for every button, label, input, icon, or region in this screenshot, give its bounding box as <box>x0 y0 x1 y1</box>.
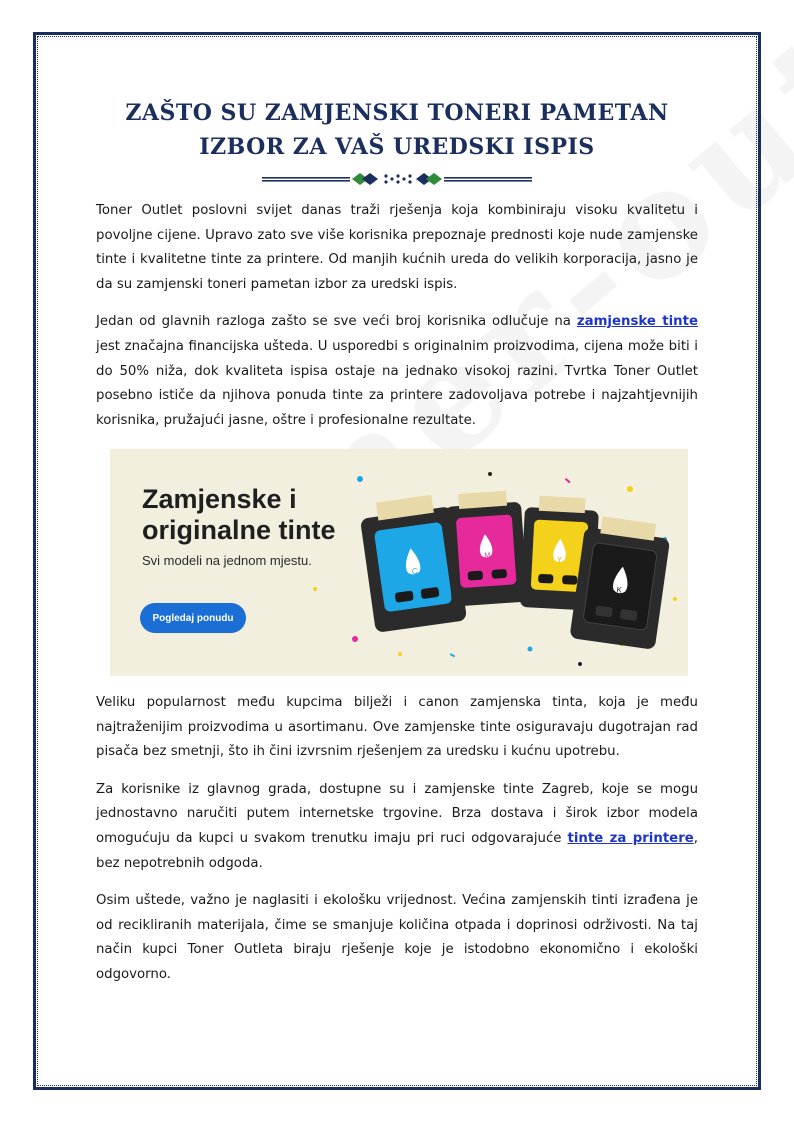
link-tinte-za-printere[interactable]: tinte za printere <box>567 830 694 846</box>
paragraph-3: Veliku popularnost među kupcima bilježi i canon zamjenska tinta, koja je među najtraženijim proizvodima u asortimanu. Ove zamjenske tinte osiguravaju dugotrajan rad pisača bez smetnji, što ih čini izvrsnim rješenjem za uredsku i kućnu upotrebu. <box>96 695 698 760</box>
paragraph-2-start: Jedan od glavnih razloga zašto se sve veći broj korisnika odlučuje na <box>96 314 577 330</box>
banner-title-line-1: Zamjenske i <box>142 484 297 514</box>
paragraph-1: Toner Outlet poslovni svijet danas traži rješenja koja kombiniraju visoku kvalitetu i povoljne cijene. Upravo zato sve više korisnika prepoznaje prednosti koje nude zamjenske tinte i kvalitetne tinte za printere. Od manjih kućnih ureda do velikih korporacija, jasno je da su zamjenski toneri pametan izbor za uredski ispis. <box>96 203 698 292</box>
cartridge-letter-y: Y <box>557 556 563 565</box>
link-zamjenske-tinte[interactable]: zamjenske tinte <box>576 314 698 330</box>
paragraph-4-start: Za korisnike iz glavnog grada, dostupne su i zamjenske tinte Zagreb, koje se mogu jednostavno naručiti putem internetske trgovine. Brza dostava i širok izbor modela omogućuju da kupci u svakom trenutku imaju pri ruci odgovarajuće <box>96 781 698 846</box>
banner-subtitle: Svi modeli na jednom mjestu. <box>142 553 312 568</box>
cartridge-black <box>569 514 672 650</box>
paragraph-2-end: jest značajna financijska ušteda. U usporedbi s originalnim proizvodima, cijena može biti i do 50% niža, dok kvaliteta ispisa ostaje na jednako visokoj razini. Tvrtka Toner Outlet posebno ističe da njihova ponuda tinte za printere zadovoljava potrebe i najzahtjevnijih korisnika, pružajući jasne, oštre i profesionalne rezultate. <box>96 338 698 428</box>
banner-title-line-2: originalne tinte <box>142 515 336 545</box>
body-text <box>96 691 698 1001</box>
view-offer-button[interactable]: Pogledaj ponudu <box>140 603 246 633</box>
cartridge-letter-m: M <box>484 551 491 560</box>
cartridge-magenta <box>444 490 528 607</box>
promo-banner[interactable] <box>110 449 688 676</box>
intro-text <box>96 199 698 433</box>
paragraph-2 <box>96 310 698 433</box>
title-line-2: IZBOR ZA VAŠ UREDSKI ISPIS <box>199 134 595 160</box>
ornament-divider <box>262 171 532 187</box>
title-line-1: ZAŠTO SU ZAMJENSKI TONERI PAMETAN <box>125 100 669 126</box>
cartridge-letter-k: K <box>615 585 623 595</box>
cartridge-letter-c: C <box>411 566 419 577</box>
paragraph-4 <box>96 778 698 876</box>
ink-cartridges-image <box>110 449 688 676</box>
paragraph-4-end: , bez nepotrebnih odgoda. <box>96 830 699 871</box>
page-title <box>96 96 698 164</box>
paragraph-5: Osim uštede, važno je naglasiti i ekološku vrijednost. Većina zamjenskih tinti izrađena je od recikliranih materijala, čime se smanjuje količina otpada i doprinosi održivosti. Na taj način kupci Toner Outleta biraju rješenje koje je istodobno ekonomično i ekološki odgovorno. <box>96 893 698 982</box>
